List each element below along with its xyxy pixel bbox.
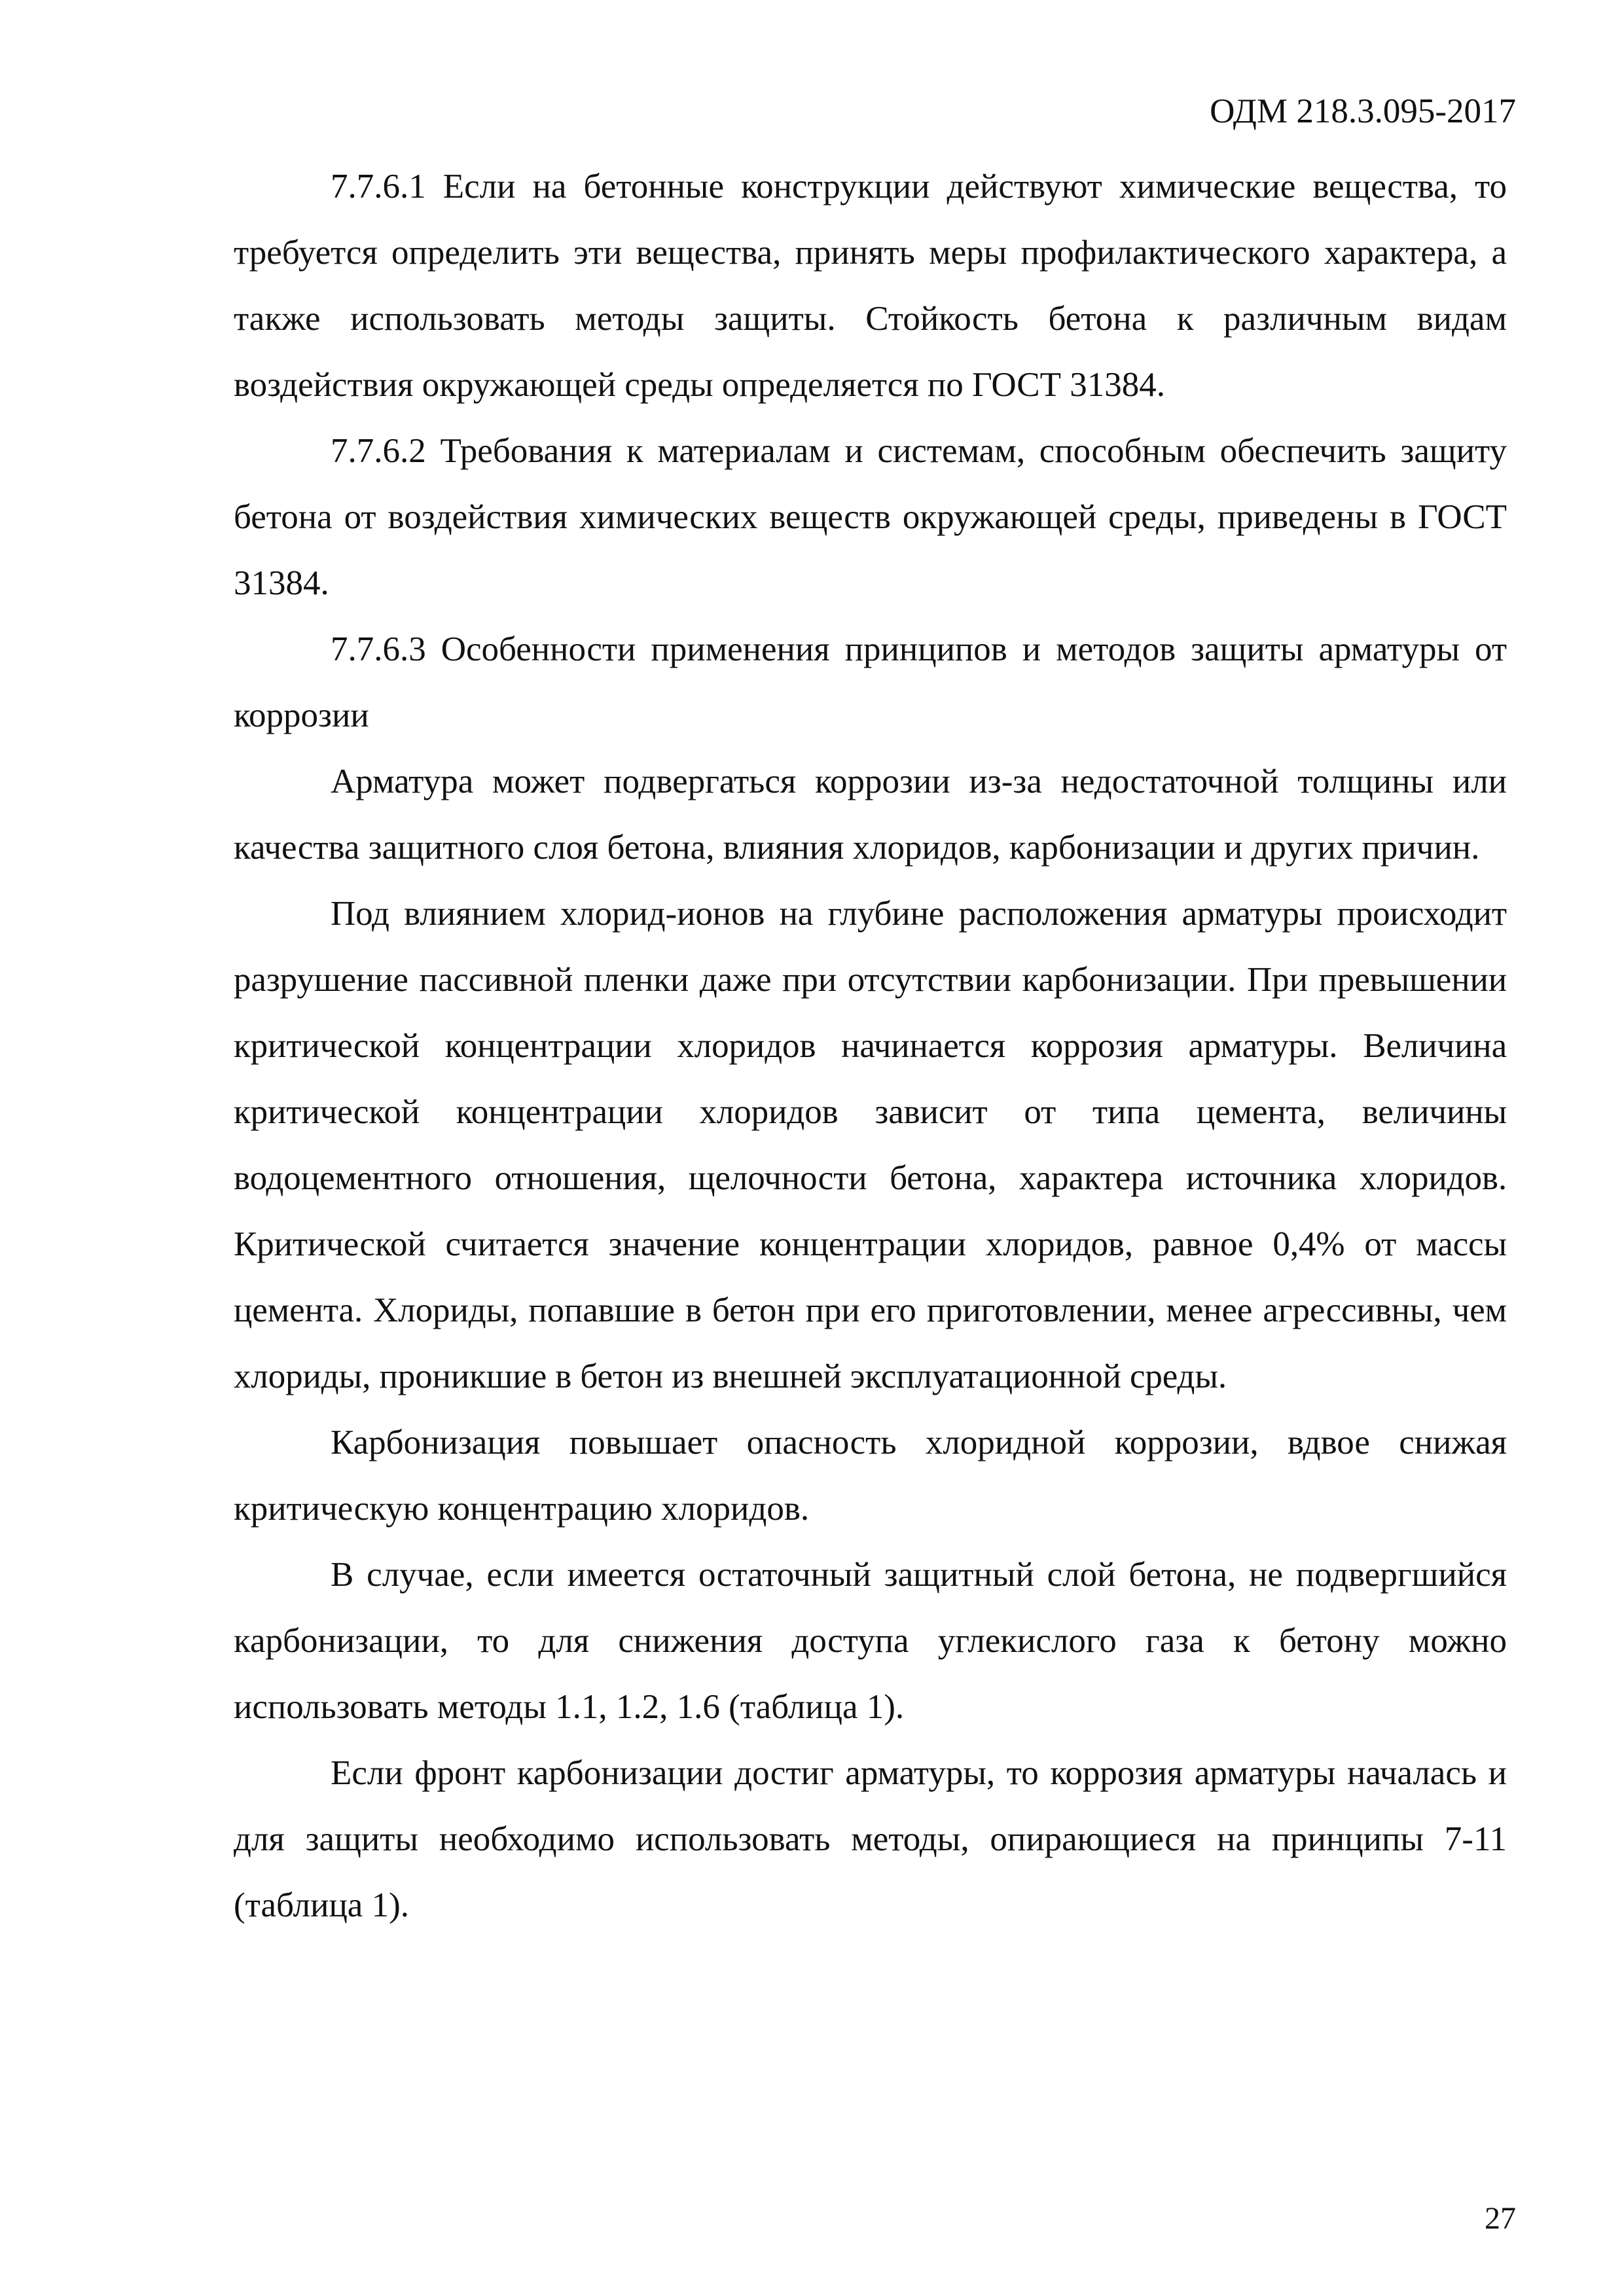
page-number: 27 bbox=[1485, 2201, 1516, 2236]
paragraph-7-7-6-3: 7.7.6.3 Особенности применения принципов и методов защиты арматуры от коррозии bbox=[234, 630, 1507, 734]
paragraph-carbonation: Карбонизация повышает опасность хлоридной коррозии, вдвое снижая критическую концентрацию хлоридов. bbox=[234, 1424, 1507, 1528]
document-code-header: ОДМ 218.3.095-2017 bbox=[1210, 92, 1516, 130]
paragraph-chloride-ions: Под влиянием хлорид-ионов на глубине расположения арматуры происходит разрушение пассивной пленки даже при отсутствии карбонизации. При превышении критической концентрации хлоридов начинается коррозия арматуры. Величина критической концентрации хлоридов зависит от типа цемента, величины водоцементного отношения, щелочности бетона, характера источника хлоридов. Критической считается значение концентрации хлоридов, равное 0,4% от массы цемента. Хлориды, попавшие в бетон при его приготовлении, менее агрессивны, чем хлориды, проникшие в бетон из внешней эксплуатационной среды. bbox=[234, 895, 1507, 1395]
paragraph-reinforcement-corrosion: Арматура может подвергаться коррозии из-за недостаточной толщины или качества защитного слоя бетона, влияния хлоридов, карбонизации и других причин. bbox=[234, 762, 1507, 867]
body-text bbox=[234, 154, 1507, 1939]
paragraph-carbonation-front: Если фронт карбонизации достиг арматуры, то коррозия арматуры началась и для защиты необходимо использовать методы, опирающиеся на принципы 7-11 (таблица 1). bbox=[234, 1754, 1507, 1924]
paragraph-7-7-6-1: 7.7.6.1 Если на бетонные конструкции действуют химические вещества, то требуется определить эти вещества, принять меры профилактического характера, а также использовать методы защиты. Стойкость бетона к различным видам воздействия окружающей среды определяется по ГОСТ 31384. bbox=[234, 168, 1507, 404]
paragraph-residual-cover: В случае, если имеется остаточный защитный слой бетона, не подвергшийся карбонизации, то для снижения доступа углекислого газа к бетону можно использовать методы 1.1, 1.2, 1.6 (таблица 1). bbox=[234, 1556, 1507, 1726]
paragraph-7-7-6-2: 7.7.6.2 Требования к материалам и системам, способным обеспечить защиту бетона от воздействия химических веществ окружающей среды, приведены в ГОСТ 31384. bbox=[234, 432, 1507, 602]
